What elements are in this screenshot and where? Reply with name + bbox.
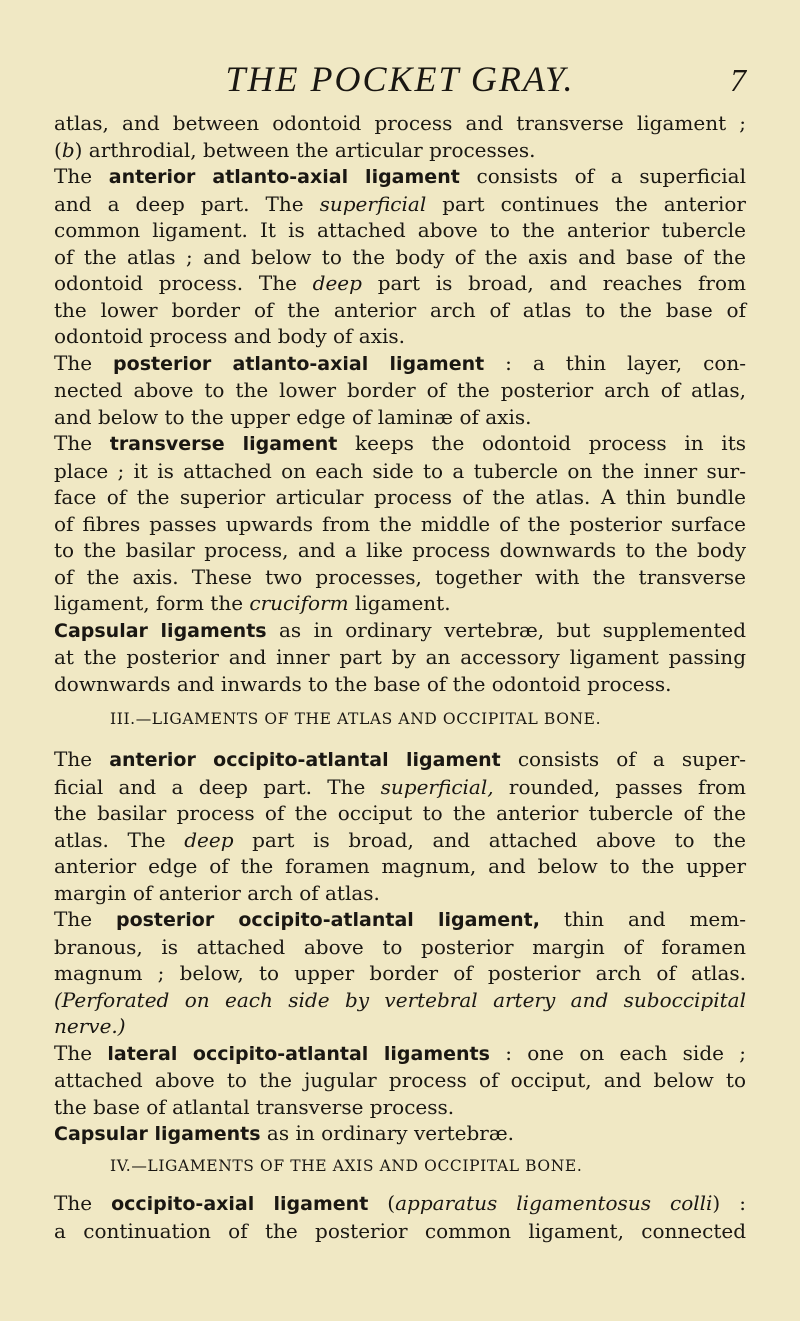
text-line: the lower border of the anterior arch of atlas to the base of: [54, 297, 746, 322]
text-line: ficial and a deep part. The superficial, rounded, passes from: [54, 774, 747, 799]
term-capsular-ligaments: Capsular ligaments: [54, 619, 267, 642]
term-occipito-axial: occipito-axial ligament: [111, 1193, 369, 1215]
text-line: atlas. The deep part is broad, and attached above to the: [54, 827, 746, 852]
section-heading-iii: III.—LIGAMENTS OF THE ATLAS AND OCCIPITAL BONE.: [110, 710, 602, 728]
term-lateral-occipito-atlantal: lateral occipito-atlantal ligaments: [107, 1042, 490, 1065]
term-anterior-atlanto-axial: anterior atlanto-axial ligament: [108, 166, 460, 188]
text-line: of fibres passes upwards from the middle of the posterior surface: [54, 511, 746, 536]
text-line: The posterior atlanto-axial ligament : a thin layer, con-: [54, 350, 746, 375]
text-line: attached above to the jugular process of occiput, and below to: [54, 1068, 746, 1092]
text-line: common ligament. It is attached above to the anterior tubercle: [54, 218, 746, 242]
text-line: (b) arthrodial, between the articular processes.: [54, 137, 536, 162]
text-line: The transverse ligament keeps the odontoid process in its: [54, 431, 746, 455]
text-line: Capsular ligaments as in ordinary vertebræ, but supplemented: [54, 617, 746, 642]
text-line: of the atlas ; and below to the body of the axis and base of the: [54, 244, 746, 269]
text-line: anterior edge of the foramen magnum, and below to the upper: [54, 854, 746, 878]
text-line: The occipito-axial ligament (apparatus ligamentosus colli) :: [54, 1191, 746, 1215]
running-head: THE POCKET GRAY.: [225, 59, 575, 99]
text-line: odontoid process. The deep part is broad, and reaches from: [54, 271, 746, 295]
section-ii-text: [54, 110, 746, 697]
page-number: 7: [730, 62, 746, 98]
term-anterior-occipito-atlantal: anterior occipito-atlantal ligament: [109, 749, 501, 771]
text-line: Capsular ligaments as in ordinary vertebræ.: [54, 1121, 515, 1145]
text-line: The anterior occipito-atlantal ligament consists of a super-: [54, 747, 747, 771]
text-line: margin of anterior arch of atlas.: [54, 880, 380, 905]
text-line: nected above to the lower border of the posterior arch of atlas,: [54, 378, 746, 402]
text-line: of the axis. These two processes, together with the transverse: [54, 564, 746, 589]
section-iv-text: [54, 1190, 746, 1244]
text-line: ligament, form the cruciform ligament.: [54, 591, 451, 615]
text-line: and a deep part. The superficial part continues the anterior: [54, 191, 746, 216]
term-transverse-ligament: transverse ligament: [109, 433, 338, 455]
text-line: The posterior occipito-atlantal ligament, thin and mem-: [54, 907, 746, 931]
text-line: and below to the upper edge of laminæ of axis.: [54, 404, 532, 429]
text-line: atlas, and between odontoid process and transverse ligament ;: [54, 111, 746, 135]
section-heading-iv: IV.—LIGAMENTS OF THE AXIS AND OCCIPITAL BONE.: [110, 1157, 583, 1175]
text-line: odontoid process and body of axis.: [54, 324, 406, 348]
term-posterior-atlanto-axial: posterior atlanto-axial ligament: [113, 352, 485, 375]
term-capsular-ligaments: Capsular ligaments: [54, 1123, 261, 1145]
text-line: face of the superior articular process of the atlas. A thin bundle: [54, 485, 746, 509]
text-line: The lateral occipito-atlantal ligaments : one on each side ;: [54, 1040, 746, 1065]
term-posterior-occipito-atlantal: posterior occipito-atlantal ligament,: [115, 909, 540, 931]
section-iii-text: [54, 746, 746, 1148]
text-line: place ; it is attached on each side to a tubercle on the inner sur-: [54, 458, 746, 483]
text-line: branous, is attached above to posterior margin of foramen: [54, 934, 746, 959]
text-line: a continuation of the posterior common ligament, connected: [54, 1218, 746, 1243]
text-line: The anterior atlanto-axial ligament consists of a superficial: [54, 164, 746, 188]
text-line: to the basilar process, and a like process downwards to the body: [54, 538, 746, 562]
text-line: at the posterior and inner part by an accessory ligament passing: [54, 645, 746, 669]
text-line: the base of atlantal transverse process.: [54, 1094, 455, 1119]
text-line: the basilar process of the occiput to the anterior tubercle of the: [54, 801, 746, 825]
text-line: nerve.): [54, 1014, 126, 1038]
text-line: (Perforated on each side by vertebral artery and suboccipital: [54, 987, 746, 1012]
text-line: downwards and inwards to the base of the odontoid process.: [54, 671, 672, 696]
text-line: magnum ; below, to upper border of posterior arch of atlas.: [54, 961, 746, 985]
